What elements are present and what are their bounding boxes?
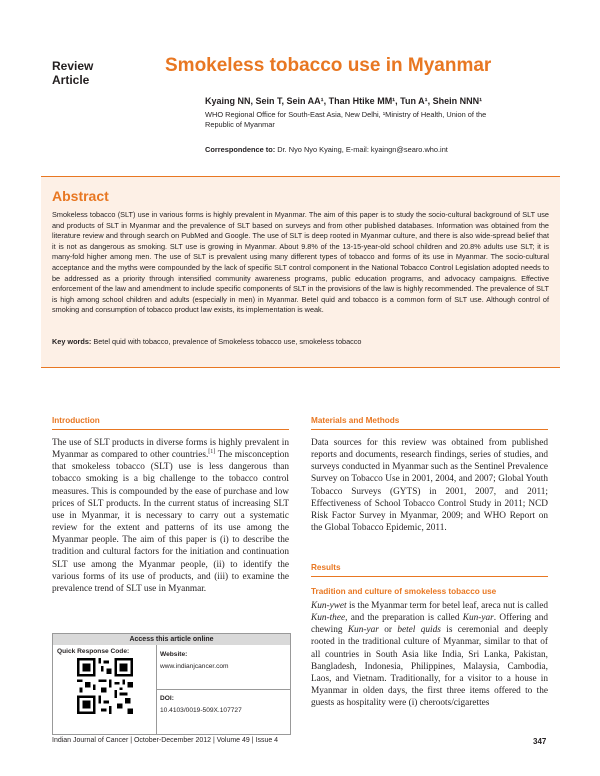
article-type bbox=[52, 59, 93, 87]
results-heading: Results bbox=[311, 563, 341, 572]
intro-ref[interactable]: [1] bbox=[208, 449, 216, 456]
article-title: Smokeless tobacco use in Myanmar bbox=[165, 55, 492, 76]
access-heading: Access this article online bbox=[53, 634, 290, 645]
correspondence bbox=[205, 145, 448, 154]
website-link[interactable]: www.indianjcancer.com bbox=[160, 663, 229, 670]
doi-link[interactable]: 10.4103/0019-509X.107727 bbox=[160, 707, 242, 714]
methods-heading: Materials and Methods bbox=[311, 416, 400, 425]
term-kun-yar: Kun-yar bbox=[462, 613, 494, 624]
term-kun-ywet: Kun-ywet bbox=[311, 601, 347, 611]
results-rule bbox=[311, 576, 548, 577]
intro-text-a: The use of SLT products in diverse forms is highly prevalent in Myanmar as compared to other countries. bbox=[52, 438, 289, 461]
keywords bbox=[52, 337, 549, 346]
results-text-3: . Offering and chewing bbox=[311, 613, 548, 636]
term-kun-thee: Kun-thee bbox=[311, 613, 346, 624]
doi-panel bbox=[156, 690, 290, 734]
term-betel-quids: betel quids bbox=[397, 625, 441, 636]
results-subheading: Tradition and culture of smokeless tobacco use bbox=[311, 587, 497, 596]
qr-code-icon bbox=[77, 658, 133, 714]
affiliation: WHO Regional Office for South-East Asia, New Delhi, ¹Ministry of Health, Union of the Republic of Myanmar bbox=[205, 110, 487, 129]
intro-rule bbox=[52, 429, 289, 430]
article-type-line2: Article bbox=[52, 73, 90, 87]
results-text-2: , and the preparation is called bbox=[345, 613, 463, 624]
website-panel bbox=[156, 645, 290, 690]
intro-heading: Introduction bbox=[52, 416, 100, 425]
page-number: 347 bbox=[533, 737, 547, 746]
methods-text: Data sources for this review was obtained from published reports and documents, research findings, series of studies, and surveys conducted in Myanmar such as the Sentinel Prevalence Survey on Tobacco Use in 2001, 2004, and 2007; Global Youth Tobacco Surveys (GYTS) in 2001, 2007, and 2011; Effectiveness of School Tobacco Control Study in 2011; NCD Risk Factor Survey in Myanmar, 2009; and WHO Report on the Global Tobacco Epidemic, 2011. bbox=[311, 438, 548, 534]
qr-panel bbox=[53, 645, 157, 734]
term-kun-yar-2: Kun-yar bbox=[347, 625, 379, 636]
results-text-4: or bbox=[378, 625, 398, 636]
intro-text-b: The misconception that smokeless tobacco (SLT) use is less dangerous than tobacco smoking is a big challenge to the tobacco control measures. This is compounded by the ease of purchase and low prices of SLT products. In the current status of increasing SLT use in Myanmar, it is necessary to carry out a systematic review for the extent and patterns of its use among the Myanmar people. The aim of this paper is (i) to describe the tradition and cultural factors for the initiation and continuation SLT use among the Myanmar people, (ii) to identify the various forms of its use of products, and (iii) to examine the prevalence trend of SLT use in Myanmar. bbox=[52, 450, 289, 594]
abstract-text: Smokeless tobacco (SLT) use in various forms is highly prevalent in Myanmar. The aim of this paper is to study the socio-cultural background of SLT use and products of SLT in Myanmar and the prevalence of SLT based on surveys and from other published databases. Information was obtained from the literature review and through search on PubMed and Google. The use of SLT is deep rooted in Myanmar culture, and there is also wide-spread belief that it is not as dangerous as smoking. SLT use is growing in Myanmar. About 9.8% of the 13-15-year-old school children and 20.8% adults use SLT; it is many-fold higher among men. The use of SLT is prevalent using many different types of tobacco and forms of its use in Myanmar. The socio-cultural acceptance and the myths were compounded by the lack of specific SLT control component in the National Tobacco Control Legislation adopted needs to be addressed as a priority through intensified community awareness programs, public education programs, and advocacy campaigns. Effective enforcement of the law and amendment to include specific components of SLT in the provisions of the law is highly recommended. The prevalence of SLT is high among school children and adults (especially in men) in Myanmar. Betel quid and tobacco is a common form of SLT use. Although control of smoking and consumption of tobacco product law exists, its implementation is weak. bbox=[52, 210, 549, 315]
qr-label: Quick Response Code: bbox=[57, 648, 130, 655]
results-text-1: is the Myanmar term for betel leaf, areca nut is called bbox=[346, 601, 548, 611]
keywords-label: Key words: bbox=[52, 337, 92, 346]
results-text-5: is ceremonial and deeply rooted in the traditional culture of Myanmar, similar to that of all countries in South Asia like India, Sri Lanka, Pakistan, Bangladesh, Indonesia, Philippines, Malaysia, Cambodia, Laos, and Vietnam. Traditionally, for a visitor to a house in Myanmar in olden days, the first three items offered to the guests as hospitality were (i) cheroots/cigarettes bbox=[311, 625, 548, 709]
doi-label: DOI: bbox=[160, 695, 174, 702]
abstract-heading: Abstract bbox=[52, 188, 109, 204]
results-text bbox=[311, 600, 548, 709]
access-box bbox=[52, 633, 291, 735]
keywords-text: Betel quid with tobacco, prevalence of Smokeless tobacco use, smokeless tobacco bbox=[93, 337, 362, 346]
journal-footer: Indian Journal of Cancer | October-December 2012 | Volume 49 | Issue 4 bbox=[52, 737, 279, 744]
article-type-line1: Review bbox=[52, 59, 94, 73]
authors: Kyaing NN, Sein T, Sein AA¹, Than Htike MM¹, Tun A¹, Shein NNN¹ bbox=[205, 96, 483, 106]
website-label: Website: bbox=[160, 651, 188, 658]
correspondence-text: Dr. Nyo Nyo Kyaing, E-mail: kyaingn@searo.who.int bbox=[277, 145, 448, 154]
methods-rule bbox=[311, 429, 548, 430]
intro-text bbox=[52, 437, 289, 595]
correspondence-label: Correspondence to: bbox=[205, 145, 276, 154]
